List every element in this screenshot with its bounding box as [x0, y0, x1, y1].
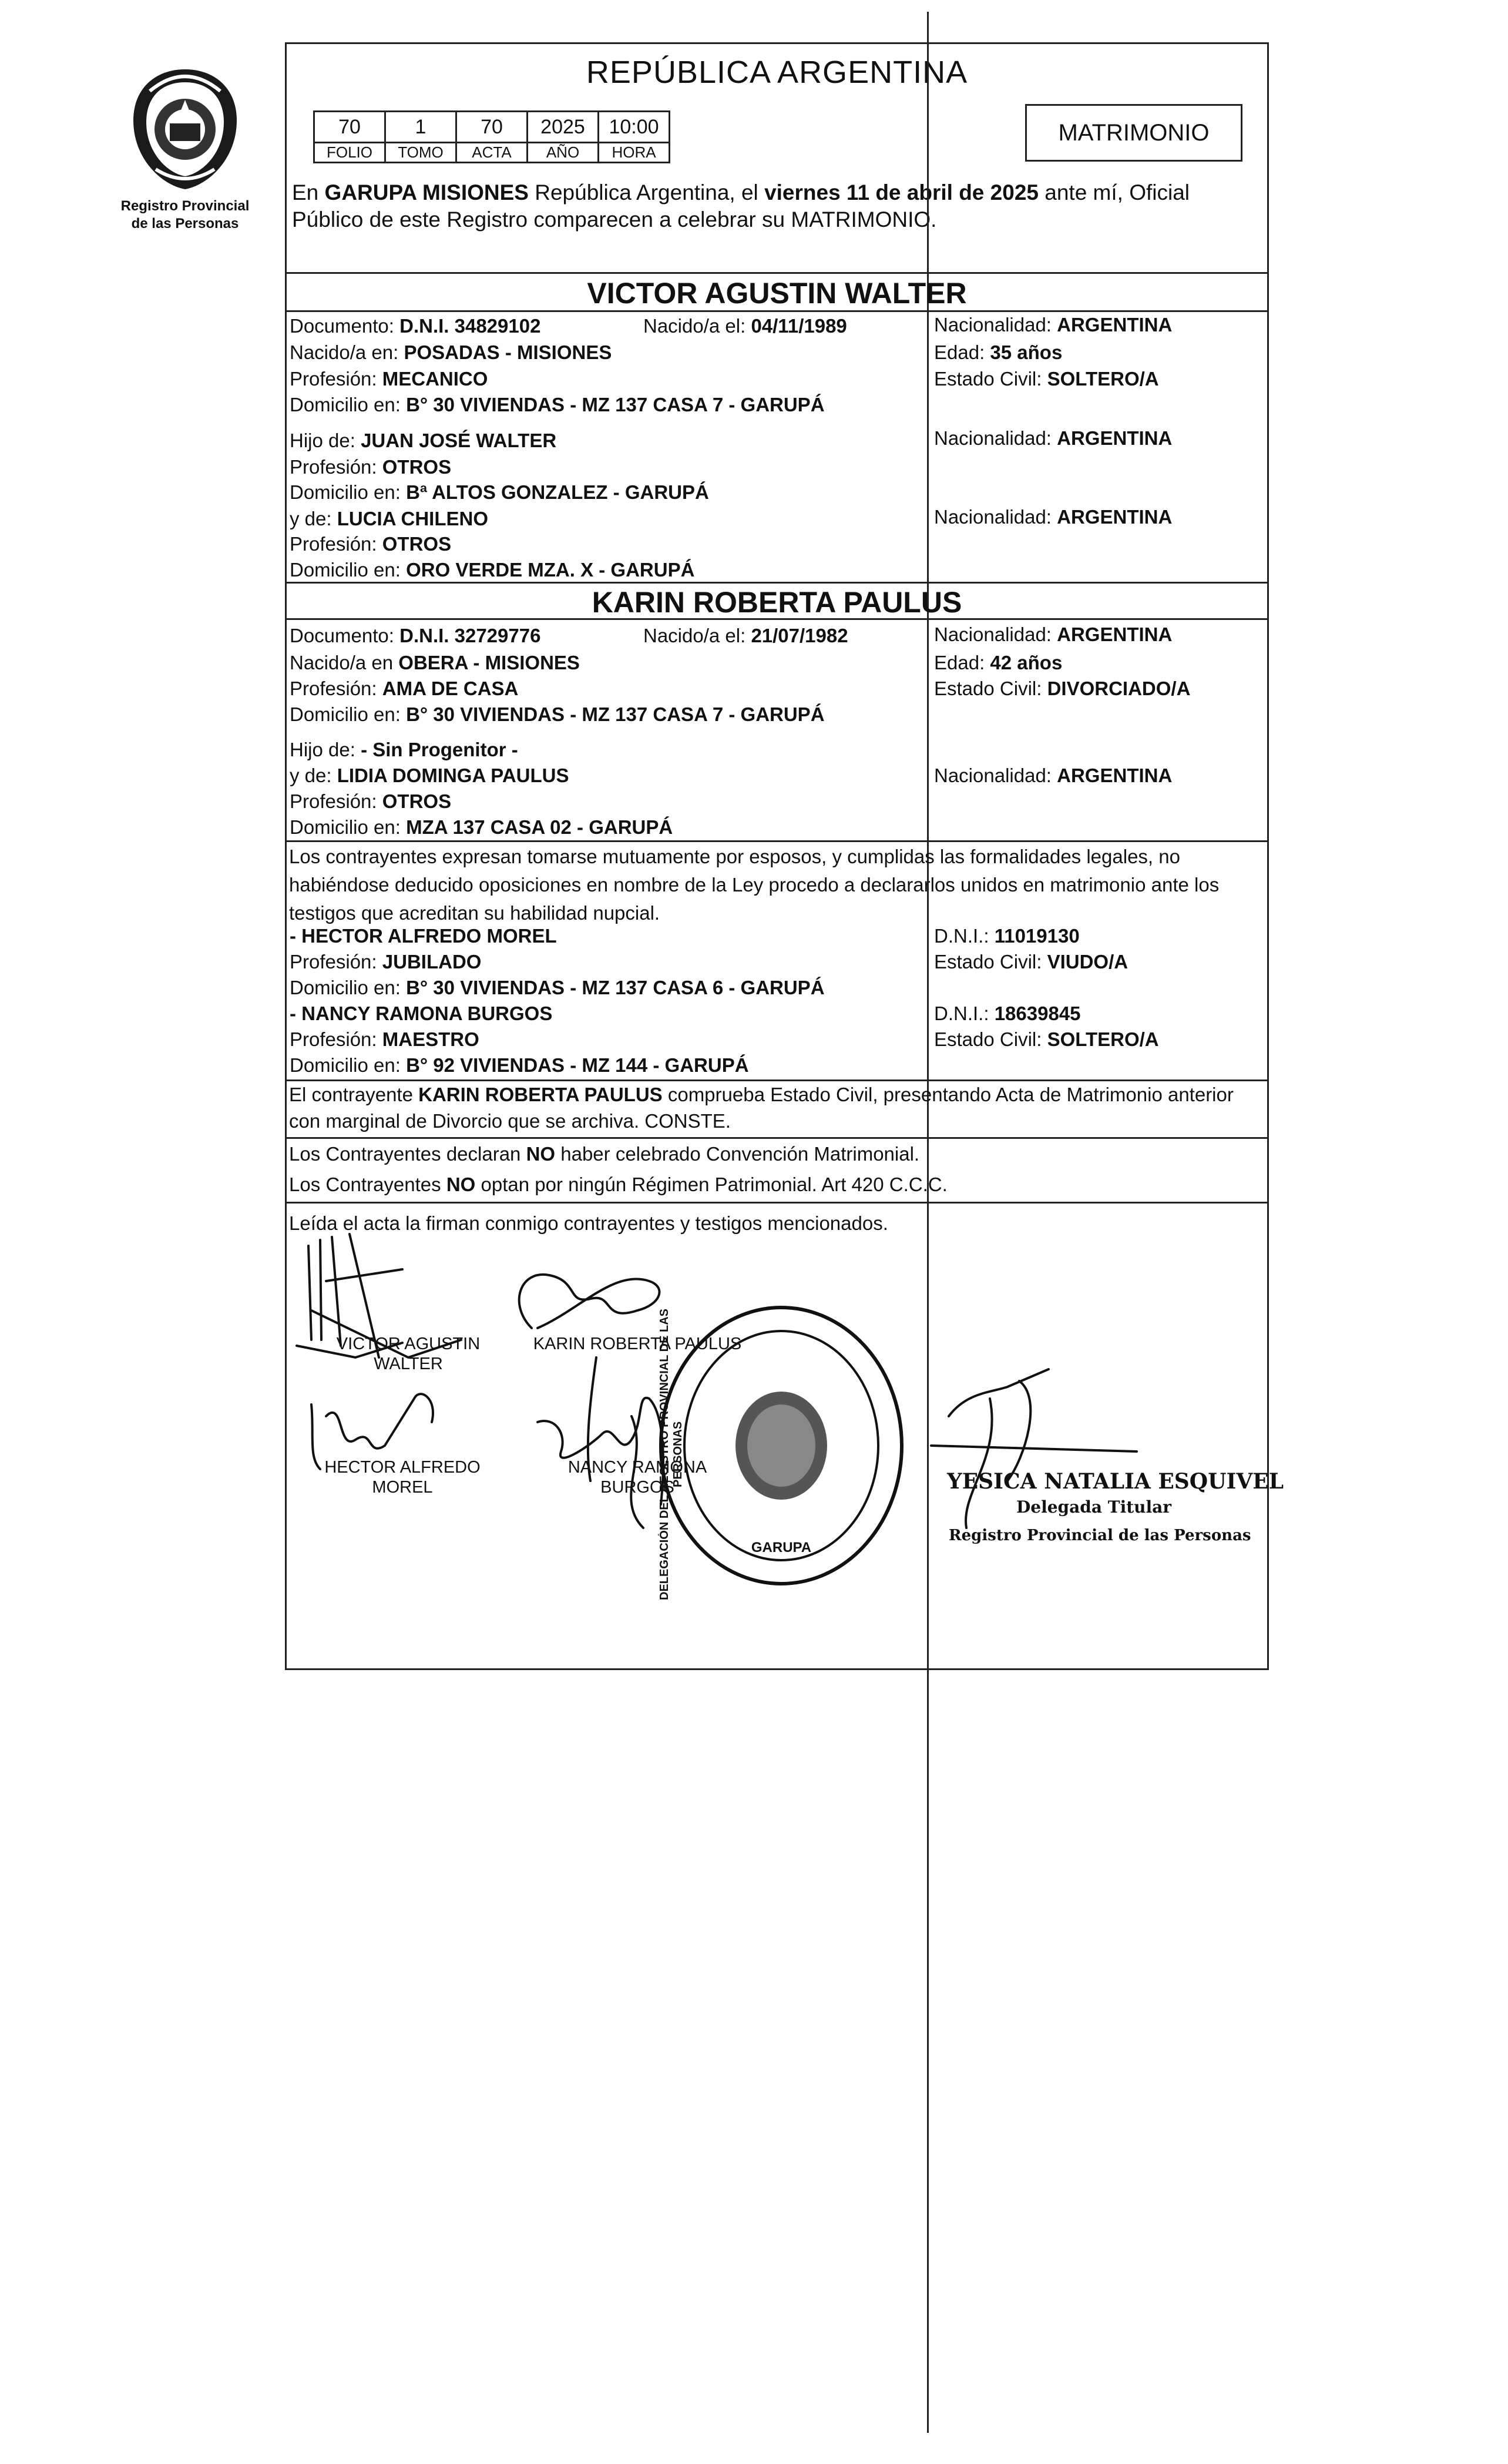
bride-mother-address: Domicilio en: MZA 137 CASA 02 - GARUPÁ — [290, 816, 673, 838]
groom-doc: Documento: D.N.I. 34829102 — [290, 315, 541, 337]
folio-value: 70 — [314, 112, 385, 143]
hour-value: 10:00 — [599, 112, 670, 143]
witness2-profession: Profesión: MAESTRO — [290, 1028, 479, 1050]
tomo-value: 1 — [385, 112, 456, 143]
tomo-label: TOMO — [385, 143, 456, 163]
witness1-signature-name: HECTOR ALFREDO MOREL — [324, 1458, 481, 1497]
groom-address: Domicilio en: B° 30 VIVIENDAS - MZ 137 CASA 7 - GARUPÁ — [290, 394, 825, 415]
conventions-note: Los Contrayentes declaran NO haber celebrado Convención Matrimonial. Los Contrayentes NO optan por ningún Régimen Patrimonial. Art 420 C.C.C. — [289, 1143, 948, 1195]
bride-doc: Documento: D.N.I. 32729776 — [290, 625, 541, 646]
witness2-signature-name: NANCY RAMONA BURGOS — [567, 1458, 707, 1497]
bride-name: KARIN ROBERTA PAULUS — [592, 586, 962, 619]
bride-address: Domicilio en: B° 30 VIVIENDAS - MZ 137 CASA 7 - GARUPÁ — [290, 703, 825, 725]
official-role: Delegada Titular — [1016, 1497, 1172, 1517]
declaration-paragraph: Los contrayentes expresan tomarse mutuamente por esposos, y cumplidas las formalidades legales, no habiéndose deducido oposiciones en nombre de la Ley procedo a declararlos unidos en matrimonio ante los testigos que acreditan su habilidad nupcial. — [289, 846, 1220, 924]
closing-statement: Leída el acta la firman conmigo contrayentes y testigos mencionados. — [289, 1212, 888, 1234]
acta-label: ACTA — [456, 143, 528, 163]
groom-father-nationality: Nacionalidad: ARGENTINA — [934, 427, 1173, 449]
stamp-text: DELEGACIÓN DEL REGISTRO PROVINCIAL DE LAS PERSONAS — [658, 1309, 684, 1600]
registry-name: Registro Provincial de las Personas — [120, 198, 250, 232]
bride-birth: Nacido/a el: 21/07/1982 — [643, 625, 848, 646]
divider — [285, 272, 1269, 274]
bride-birthplace: Nacido/a en OBERA - MISIONES — [290, 652, 580, 673]
witness1-address: Domicilio en: B° 30 VIVIENDAS - MZ 137 CASA 6 - GARUPÁ — [290, 977, 825, 998]
divorce-note: El contrayente KARIN ROBERTA PAULUS comprueba Estado Civil, presentando Acta de Matrimonio anterior con marginal de Divorcio que se archiva. CONSTE. — [289, 1084, 1234, 1132]
record-meta-table — [313, 110, 670, 163]
groom-mother-profession: Profesión: OTROS — [290, 533, 452, 555]
divider — [285, 1202, 1269, 1203]
groom-father: Hijo de: JUAN JOSÉ WALTER — [290, 430, 557, 451]
bride-nationality: Nacionalidad: ARGENTINA — [934, 623, 1173, 645]
bride-profession: Profesión: AMA DE CASA — [290, 678, 519, 699]
groom-mother: y de: LUCIA CHILENO — [290, 508, 488, 529]
signatures-area — [285, 1222, 1269, 1669]
official-name: YESICA NATALIA ESQUIVEL — [947, 1469, 1284, 1494]
hour-label: HORA — [599, 143, 670, 163]
bride-mother-profession: Profesión: OTROS — [290, 790, 452, 812]
acta-value: 70 — [456, 112, 528, 143]
year-label: AÑO — [528, 143, 599, 163]
groom-birth: Nacido/a el: 04/11/1989 — [643, 315, 847, 337]
divider — [285, 840, 1269, 842]
groom-mother-address: Domicilio en: ORO VERDE MZA. X - GARUPÁ — [290, 559, 695, 581]
divider — [285, 582, 1269, 584]
groom-signature-name: VICTOR AGUSTIN WALTER — [336, 1335, 481, 1373]
bride-signature-name: KARIN ROBERTA PAULUS — [533, 1335, 742, 1353]
witness1-name: - HECTOR ALFREDO MOREL — [290, 925, 557, 947]
witness2-civil-status: Estado Civil: SOLTERO/A — [934, 1028, 1159, 1050]
intro-paragraph: En GARUPA MISIONES República Argentina, el viernes 11 de abril de 2025 ante mí, Oficial Público de este Registro comparecen a celebrar su MATRIMONIO. — [292, 180, 1190, 232]
bride-civil-status: Estado Civil: DIVORCIADO/A — [934, 678, 1191, 699]
bride-mother-nationality: Nacionalidad: ARGENTINA — [934, 765, 1173, 786]
groom-civil-status: Estado Civil: SOLTERO/A — [934, 368, 1159, 390]
groom-father-profession: Profesión: OTROS — [290, 456, 452, 478]
groom-father-address: Domicilio en: Bª ALTOS GONZALEZ - GARUPÁ — [290, 481, 709, 503]
divider — [285, 310, 1269, 312]
stamp-town: GARUPA — [751, 1540, 812, 1555]
page-title: REPÚBLICA ARGENTINA — [586, 55, 968, 90]
bride-age: Edad: 42 años — [934, 652, 1063, 673]
provincial-seal-icon — [126, 65, 244, 194]
witness1-dni: D.N.I.: 11019130 — [934, 925, 1080, 947]
witness1-civil-status: Estado Civil: VIUDO/A — [934, 951, 1129, 973]
groom-mother-nationality: Nacionalidad: ARGENTINA — [934, 506, 1173, 528]
witness2-dni: D.N.I.: 18639845 — [934, 1003, 1081, 1024]
groom-age: Edad: 35 años — [934, 341, 1063, 363]
year-value: 2025 — [528, 112, 599, 143]
groom-birthplace: Nacido/a en: POSADAS - MISIONES — [290, 341, 612, 363]
witness2-name: - NANCY RAMONA BURGOS — [290, 1003, 553, 1024]
record-type-box: MATRIMONIO — [1025, 104, 1242, 162]
bride-mother: y de: LIDIA DOMINGA PAULUS — [290, 765, 569, 786]
bride-father: Hijo de: - Sin Progenitor - — [290, 739, 518, 760]
groom-nationality: Nacionalidad: ARGENTINA — [934, 314, 1173, 336]
registry-logo — [115, 65, 256, 233]
groom-name: VICTOR AGUSTIN WALTER — [587, 277, 967, 310]
groom-profession: Profesión: MECANICO — [290, 368, 488, 390]
witness2-address: Domicilio en: B° 92 VIVIENDAS - MZ 144 - GARUPÁ — [290, 1054, 749, 1076]
official-org: Registro Provincial de las Personas — [949, 1527, 1251, 1544]
witness1-profession: Profesión: JUBILADO — [290, 951, 482, 973]
folio-label: FOLIO — [314, 143, 385, 163]
